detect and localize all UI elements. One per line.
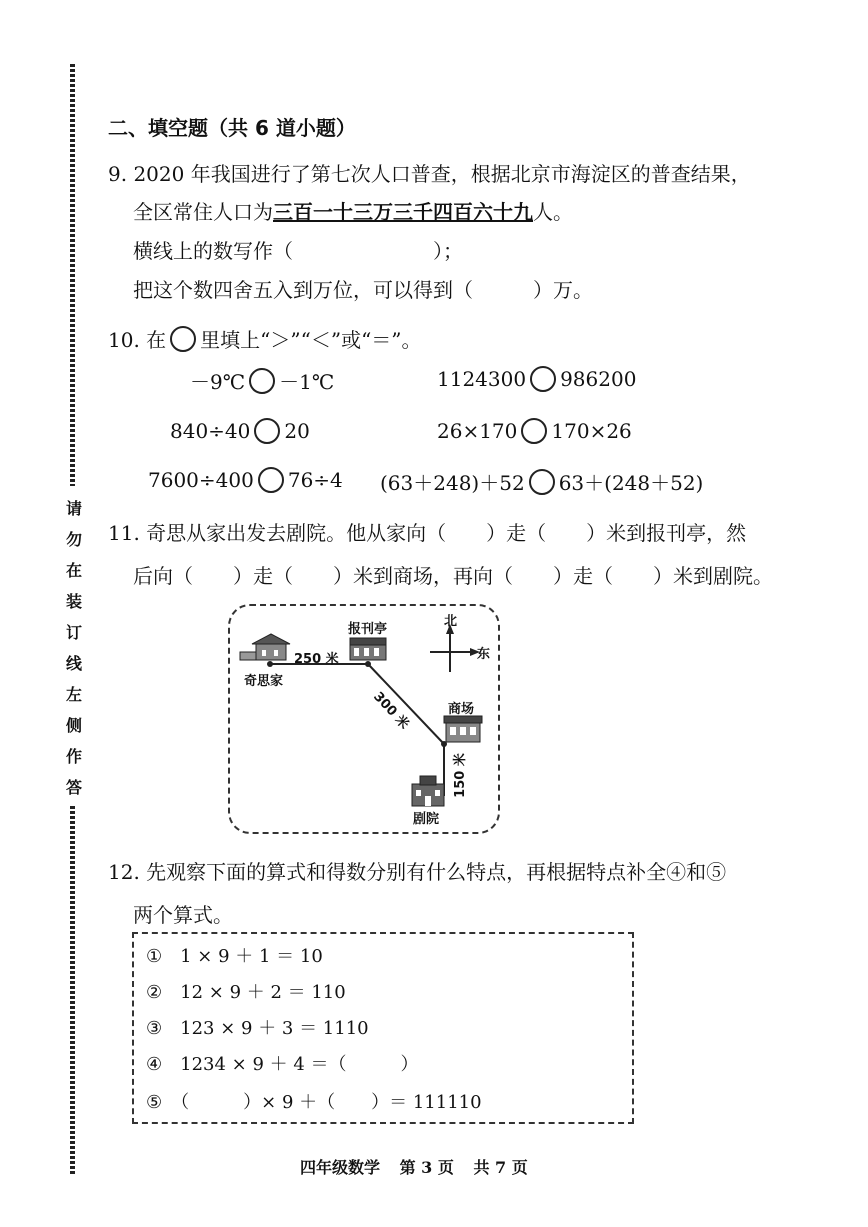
- q10-expr: 840÷40: [170, 419, 251, 443]
- q10-expr: 76÷4: [287, 468, 343, 492]
- formula-5: ⑤ （ ）× 9 ＋（ ）＝ 111110: [146, 1092, 482, 1113]
- answer-circle[interactable]: [529, 469, 555, 495]
- map-label-north: 北: [444, 614, 458, 629]
- theater-building-icon: [412, 776, 444, 806]
- q9-line4: 把这个数四舍五入到万位，可以得到（ ）万。: [133, 278, 593, 302]
- map-distance-150: 150 米: [452, 753, 468, 798]
- binding-char: 勿: [65, 530, 82, 549]
- map-label-east: 东: [477, 647, 491, 662]
- q12-line2: 两个算式。: [133, 903, 233, 927]
- binding-char: 装: [65, 592, 82, 611]
- binding-char: 订: [65, 623, 82, 642]
- q10-expr: 1124300: [437, 367, 527, 391]
- q10-title: [108, 324, 422, 353]
- binding-warning: [64, 493, 84, 803]
- map-label-mall: 商场: [448, 702, 475, 717]
- q11-line2: 后向（ ）走（ ）米到商场，再向（ ）走（ ）米到剧院。: [133, 564, 773, 588]
- q10-row1-right: [437, 366, 636, 392]
- map-label-theater: 剧院: [413, 812, 440, 827]
- q10-expr: －1℃: [279, 370, 335, 394]
- q10-suffix: 里填上“＞”“＜”或“＝”。: [200, 328, 422, 352]
- map-distance-300: 300 米: [370, 689, 412, 733]
- q9-population-words: 三百一十三万三千四百六十九: [273, 200, 533, 224]
- formula-3: ③ 123 × 9 ＋ 3 ＝ 1110: [146, 1018, 369, 1039]
- formula-4: ④ 1234 × 9 ＋ 4 ＝（ ）: [146, 1054, 419, 1075]
- binding-char: 线: [65, 654, 82, 673]
- binding-line-top: [70, 64, 75, 486]
- footer-subject: 四年级数学: [300, 1158, 381, 1177]
- answer-circle[interactable]: [530, 366, 556, 392]
- q10-expr: 20: [284, 419, 310, 443]
- footer-total: 共 7 页: [473, 1158, 528, 1177]
- route-map: [228, 604, 500, 834]
- q10-expr: 7600÷400: [148, 468, 254, 492]
- q9-line2-prefix: 全区常住人口为: [133, 200, 273, 224]
- map-label-kiosk: 报刊亭: [348, 622, 388, 637]
- answer-circle[interactable]: [254, 418, 280, 444]
- q10-expr: (63＋248)＋52: [380, 471, 525, 495]
- answer-circle[interactable]: [521, 418, 547, 444]
- route-point-kiosk: [365, 661, 371, 667]
- binding-char: 侧: [65, 716, 82, 735]
- q10-prefix: 10. 在: [108, 328, 167, 352]
- binding-char: 作: [65, 747, 82, 766]
- binding-char: 在: [65, 561, 82, 580]
- q10-row1-left: [190, 366, 334, 395]
- q9-line1: 9. 2020 年我国进行了第七次人口普查，根据北京市海淀区的普查结果，: [108, 162, 751, 186]
- answer-circle[interactable]: [258, 467, 284, 493]
- binding-char: 左: [65, 685, 82, 704]
- binding-line-bottom: [70, 806, 75, 1176]
- route-map-drawing: [230, 606, 498, 832]
- q10-expr: －9℃: [190, 370, 246, 394]
- section-title: 二、填空题（共 6 道小题）: [108, 116, 356, 140]
- q9-line2-suffix: 人。: [533, 200, 573, 224]
- q11-line1: 11. 奇思从家出发去剧院。他从家向（ ）走（ ）米到报刊亭，然: [108, 521, 747, 545]
- binding-char: 答: [65, 778, 82, 797]
- formula-box: [132, 932, 634, 1124]
- q10-row2-left: [170, 418, 310, 444]
- footer-page: 第 3 页: [399, 1158, 454, 1177]
- q9-line2: [133, 196, 573, 225]
- q9-line3: 横线上的数写作（ ）；: [133, 239, 463, 263]
- map-distance-250: 250 米: [294, 652, 339, 667]
- home-building-icon: [240, 634, 290, 660]
- q10-row3-left: [148, 467, 343, 493]
- formula-1: ① 1 × 9 ＋ 1 ＝ 10: [146, 946, 323, 967]
- formula-2: ② 12 × 9 ＋ 2 ＝ 110: [146, 982, 346, 1003]
- route-point-home: [267, 661, 273, 667]
- q10-expr: 170×26: [551, 419, 632, 443]
- page-footer: [300, 1155, 542, 1178]
- q10-row3-right: [380, 467, 703, 496]
- map-label-home: 奇思家: [244, 674, 284, 689]
- binding-char: 请: [65, 499, 82, 518]
- q10-expr: 986200: [560, 367, 637, 391]
- q12-line1: 12. 先观察下面的算式和得数分别有什么特点，再根据特点补全④和⑤: [108, 860, 727, 884]
- compare-circle-icon: [170, 326, 196, 352]
- q10-expr: 63＋(248＋52): [558, 471, 704, 495]
- q10-row2-right: [437, 418, 632, 444]
- kiosk-building-icon: [350, 638, 386, 660]
- q10-expr: 26×170: [437, 419, 518, 443]
- mall-building-icon: [444, 716, 482, 742]
- compass-icon: [430, 624, 480, 672]
- answer-circle[interactable]: [249, 368, 275, 394]
